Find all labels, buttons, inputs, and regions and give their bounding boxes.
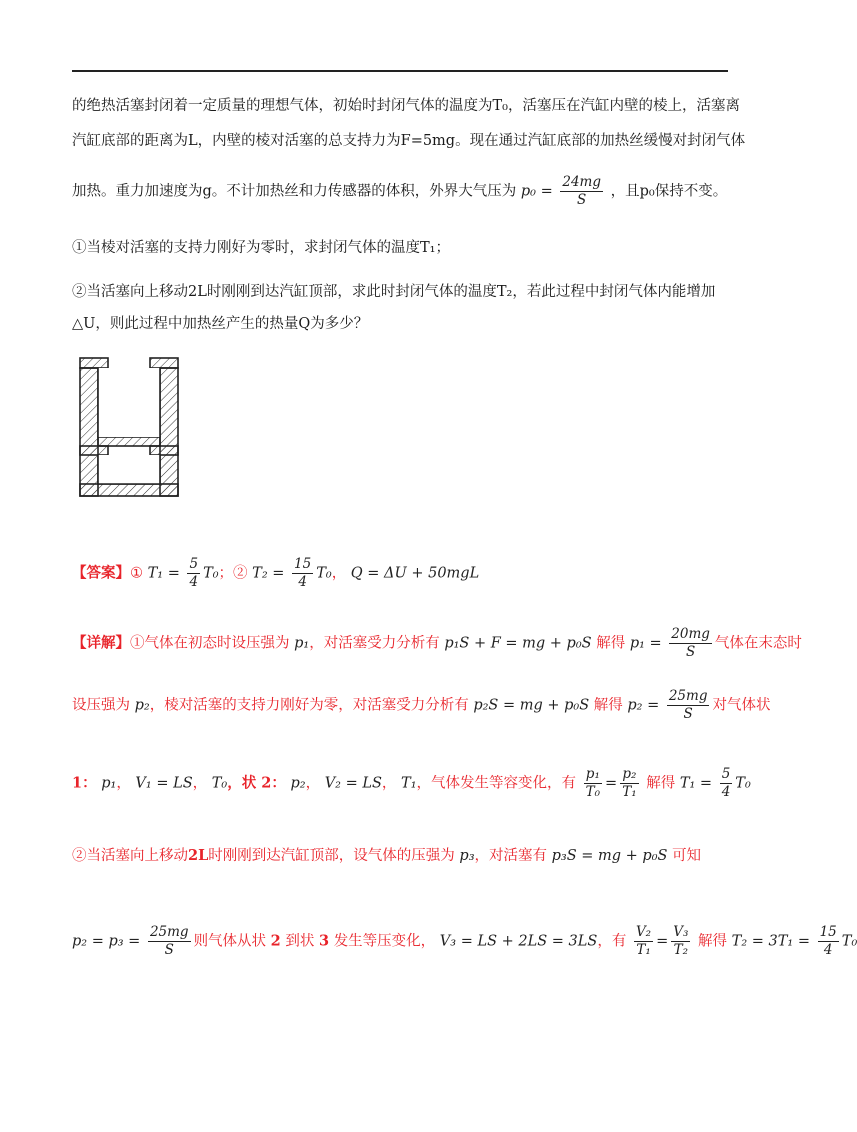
detail-l3-fraction-3 [720,766,733,801]
p0-fraction [560,174,603,209]
detail-l4-b: 时刚刚到达汽缸顶部，设气体的压强为 [208,848,455,864]
p0-denominator: S [577,192,587,208]
answer-t2-den: 4 [298,574,307,590]
top-left-lip [80,358,108,368]
detail-l3-num: 5 [721,766,731,782]
answer-t1-den: 4 [189,574,199,590]
detail-l3-fraction-2 [620,766,638,801]
answer-t1-num: 5 [189,556,199,572]
answer-line [72,556,479,591]
detail-l2-a: 设压强为 [72,697,130,714]
answer-sep: ；② [218,565,248,582]
detail-l5-fraction-2 [634,924,653,959]
detail-tag: 【详解】 [72,634,130,652]
detail-l1-c: 解得 [596,635,626,652]
detail-l5-rhs: T₀ [841,933,857,950]
top-rule [72,70,728,72]
answer-t1-lhs: T₁ = [147,565,180,582]
detail-l5-c: 到状 [285,933,315,950]
detail-l5-num: 25mg [149,924,189,940]
answer-t2-lhs: T₂ = [252,565,285,582]
detail-l3-v1: V₁ = LS [135,775,193,792]
detail-l5-fraction-4 [818,924,839,959]
answer-tag: 【答案】 [72,564,130,582]
detail-l5-eq: p₂ = p₃ = [72,933,141,950]
detail-l5-f: ，有 [597,933,627,950]
question-1: ①当棱对活塞的支持力刚好为零时，求封闭气体的温度T₁； [72,240,450,256]
detail-l3-c: ，气体发生等容变化，有 [416,775,577,792]
detail-l1-fraction [669,626,712,661]
detail-l5-f1n: V₂ [635,924,652,940]
detail-l2-p2: p₂ [134,697,150,714]
upper-chamber [98,368,160,437]
right-inner-ledge [150,446,178,455]
detail-line-5: p₂ = p₃ = $\frac{25mg}{S}$ 则气体从状 2 到状 3 发生等压变化， V₃ = LS + 2LS = 3LS，有 $\frac{\text{V₂}}{\text{T₁}}$ = $\frac{\text{V₃}}{\text{T₂}}$ 解得 T₂ = 3T₁ = $\frac{15}{4}$ T₀ [72,924,857,958]
detail-l3-f2d: T₁ [622,784,637,800]
piston [98,437,160,446]
cylinder-bottom [80,484,178,496]
top-right-lip [150,358,178,368]
detail-l3-t1: T₁ [401,775,417,792]
detail-l5-e: 发生等压变化， [333,933,436,950]
detail-l2-d: 对气体状 [712,697,771,714]
detail-l2-num: 25mg [668,688,708,704]
detail-l2-lhs: p₂ = [627,697,660,714]
detail-l3-lhs: T₁ = [679,775,713,792]
detail-l5-a: 则气体从状 [193,933,267,950]
answer-t1-fraction [187,556,200,591]
gas-chamber [98,455,160,484]
detail-l3-d: 解得 [646,775,676,792]
detail-l5-num2: 15 [819,924,837,940]
detail-l1-a: ①气体在初态时设压强为 [130,635,290,652]
problem-line-3 [72,174,727,209]
left-wall [80,368,98,496]
detail-l1-lhs: p₁ = [629,635,662,652]
p0-label: p₀ = [520,183,553,200]
detail-l3-v2: V₂ = LS [324,775,382,792]
detail-line-3: 1： p₁， V₁ = LS， T₀，状 2： p₂， V₂ = LS， T₁，气体发生等容变化，有 $\frac{\text{p₁}}{\text{T₀}}$ = $\frac{\text{p₂}}{\text{T₁}}$ 解得 T₁ = $\frac{5}{4}$ T₀ [72,766,751,800]
detail-l4-c: ，对活塞有 [474,848,548,864]
detail-line-4 [72,846,701,866]
detail-l5-den2: 4 [823,942,833,958]
detail-line-1 [72,626,802,661]
detail-l3-f1n: p₁ [584,766,602,784]
detail-l5-b: 2 [270,932,281,950]
detail-l3-p2: p₂ [290,775,306,792]
detail-l3-den: 4 [721,784,731,800]
cylinder-piston-diagram [78,356,188,506]
detail-line-2 [72,688,770,723]
detail-l5-fraction-3 [671,924,690,959]
detail-l1-num: 20mg [671,626,710,642]
problem-line-3-post: ，且p₀保持不变。 [610,183,728,200]
answer-c1: ① [130,565,143,582]
detail-l3-t0: T₀ [211,775,228,792]
detail-l1-den: S [685,644,696,660]
detail-l5-lhs: T₂ = 3T₁ = [731,933,810,950]
right-wall [160,368,178,496]
detail-l1-p1: p₁ [294,635,310,652]
detail-l3-f1d: T₀ [585,784,601,800]
left-inner-ledge [80,446,108,455]
detail-l5-f2n: V₃ [673,924,689,940]
detail-l4-a: ②当活塞向上移动 [72,848,188,864]
detail-l5-d: 3 [318,932,330,950]
problem-line-3-pre: 加热。重力加速度为g。不计加热丝和力传感器的体积，外界大气压为 [72,183,517,200]
detail-l4-eq: p₃S = mg + p₀S [551,848,668,864]
detail-l5-f2d: T₂ [673,942,689,958]
detail-l2-fraction [667,688,710,723]
detail-l5-g: 解得 [698,933,728,950]
answer-t2-rhs: T₀ [316,565,332,582]
detail-l5-den: S [164,942,174,958]
question-2-line-2: △U，则此过程中加热丝产生的热量Q为多少？ [72,316,369,332]
detail-l4-p3: p₃ [459,848,475,864]
detail-l5-fraction-1 [148,924,191,959]
detail-l4-d: 可知 [672,848,702,864]
answer-q-expr: Q = ΔU + 50mgL [350,565,480,582]
answer-t1-rhs: T₀ [203,565,219,582]
detail-l3-rhs: T₀ [735,775,751,792]
problem-line-2: 汽缸底部的距离为L，内壁的棱对活塞的总支持力为F=5mg。现在通过汽缸底部的加热丝缓慢对封闭气体 [72,133,746,149]
detail-l5-v3: V₃ = LS + 2LS = 3LS [439,933,598,950]
detail-l1-eq: p₁S + F = mg + p₀S [444,635,592,652]
detail-l1-d: 气体在末态时 [714,635,802,652]
question-2-line-1: ②当活塞向上移动2L时刚刚到达汽缸顶部，求此时封闭气体的温度T₂，若此过程中封闭气体内能增加 [72,284,716,300]
detail-l5-f1d: T₁ [636,942,651,958]
detail-l1-b: ，对活塞受力分析有 [309,635,440,652]
detail-l3-a: 1： [72,774,97,792]
answer-t2-fraction [292,556,313,591]
detail-l3-b: ，状 2： [227,774,286,792]
detail-l2-den: S [683,706,693,722]
answer-comma: ， [331,565,347,582]
detail-l3-f2n: p₂ [620,766,638,784]
detail-l4-2l: 2L [188,847,209,864]
detail-l3-fraction-1 [584,766,602,801]
answer-t2-num: 15 [294,556,312,572]
problem-line-1: 的绝热活塞封闭着一定质量的理想气体，初始时封闭气体的温度为T₀，活塞压在汽缸内壁的棱上，活塞离 [72,98,740,114]
detail-l2-eq: p₂S = mg + p₀S [473,697,590,714]
detail-l3-p1: p₁ [101,775,117,792]
p0-numerator: 24mg [562,174,601,190]
detail-l2-b: ，棱对活塞的支持力刚好为零，对活塞受力分析有 [149,697,469,714]
detail-l2-c: 解得 [593,697,623,714]
